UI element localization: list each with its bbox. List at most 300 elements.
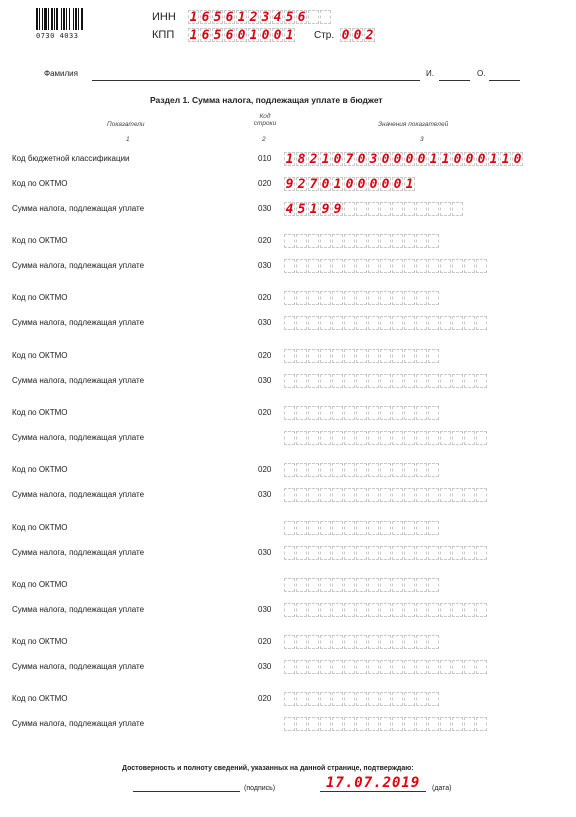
kpp-cell[interactable]: [260, 28, 271, 42]
block-1-sum-cell[interactable]: [476, 316, 487, 330]
row-0-cell[interactable]: [392, 152, 403, 166]
block-5-oktmo-cell[interactable]: [368, 521, 379, 535]
block-6-oktmo-cell[interactable]: [344, 578, 355, 592]
row-0-cell[interactable]: [476, 152, 487, 166]
block-1-sum-cell[interactable]: [356, 316, 367, 330]
block-3-oktmo-cell[interactable]: [380, 406, 391, 420]
block-6-oktmo-cell[interactable]: [380, 578, 391, 592]
row-2-cell[interactable]: [404, 202, 415, 216]
block-7-oktmo-cell[interactable]: [332, 635, 343, 649]
block-1-sum-cell[interactable]: [344, 316, 355, 330]
inn-cell[interactable]: [200, 10, 211, 24]
row-1-cell[interactable]: [344, 177, 355, 191]
row-0-cell[interactable]: [440, 152, 451, 166]
block-2-sum-cell[interactable]: [428, 374, 439, 388]
block-1-sum-cell[interactable]: [392, 316, 403, 330]
row-0-cell[interactable]: [500, 152, 511, 166]
block-4-sum-cell[interactable]: [356, 488, 367, 502]
block-0-sum-cell[interactable]: [356, 259, 367, 273]
block-4-oktmo-cell[interactable]: [308, 463, 319, 477]
block-4-oktmo-cell[interactable]: [356, 463, 367, 477]
block-5-sum-cell[interactable]: [380, 546, 391, 560]
block-5-sum-cell[interactable]: [320, 546, 331, 560]
block-1-sum-cell[interactable]: [440, 316, 451, 330]
block-2-oktmo-cell[interactable]: [428, 349, 439, 363]
block-6-sum-cell[interactable]: [380, 603, 391, 617]
row-1-cell[interactable]: [380, 177, 391, 191]
row-2-cell[interactable]: [416, 202, 427, 216]
row-0-cell[interactable]: [332, 152, 343, 166]
block-6-sum-cell[interactable]: [452, 603, 463, 617]
block-3-oktmo-cell[interactable]: [308, 406, 319, 420]
row-1-cell[interactable]: [356, 177, 367, 191]
block-3-oktmo-cell[interactable]: [344, 406, 355, 420]
row-2-cell[interactable]: [428, 202, 439, 216]
block-7-oktmo-cell[interactable]: [416, 635, 427, 649]
block-7-sum-cell[interactable]: [380, 660, 391, 674]
block-7-oktmo-cells[interactable]: [284, 635, 440, 649]
block-4-oktmo-cell[interactable]: [344, 463, 355, 477]
block-4-oktmo-cell[interactable]: [320, 463, 331, 477]
block-4-sum-cell[interactable]: [452, 488, 463, 502]
block-4-sum-cell[interactable]: [404, 488, 415, 502]
block-4-oktmo-cells[interactable]: [284, 463, 440, 477]
block-7-oktmo-cell[interactable]: [380, 635, 391, 649]
row-2-cell[interactable]: [284, 202, 295, 216]
block-2-oktmo-cell[interactable]: [380, 349, 391, 363]
block-3-sum-cell[interactable]: [344, 431, 355, 445]
block-6-sum-cell[interactable]: [284, 603, 295, 617]
inn-cell[interactable]: [212, 10, 223, 24]
kpp-cell[interactable]: [212, 28, 223, 42]
block-0-sum-cell[interactable]: [332, 259, 343, 273]
block-4-oktmo-cell[interactable]: [332, 463, 343, 477]
block-1-sum-cell[interactable]: [428, 316, 439, 330]
block-5-sum-cell[interactable]: [308, 546, 319, 560]
block-7-oktmo-cell[interactable]: [284, 635, 295, 649]
block-0-oktmo-cell[interactable]: [332, 234, 343, 248]
row-0-cell[interactable]: [488, 152, 499, 166]
block-7-sum-cell[interactable]: [440, 660, 451, 674]
row-2-cell[interactable]: [296, 202, 307, 216]
row-0-cell[interactable]: [464, 152, 475, 166]
block-3-sum-cell[interactable]: [284, 431, 295, 445]
block-4-sum-cell[interactable]: [332, 488, 343, 502]
block-7-sum-cell[interactable]: [308, 660, 319, 674]
block-1-sum-cell[interactable]: [404, 316, 415, 330]
block-2-sum-cell[interactable]: [404, 374, 415, 388]
block-6-sum-cell[interactable]: [392, 603, 403, 617]
block-4-oktmo-cell[interactable]: [404, 463, 415, 477]
block-6-oktmo-cell[interactable]: [356, 578, 367, 592]
block-7-oktmo-cell[interactable]: [404, 635, 415, 649]
block-4-oktmo-cell[interactable]: [380, 463, 391, 477]
inn-cell[interactable]: [284, 10, 295, 24]
row-0-cell[interactable]: [428, 152, 439, 166]
inn-cell[interactable]: [320, 10, 331, 24]
block-0-oktmo-cell[interactable]: [308, 234, 319, 248]
block-8-oktmo-cell[interactable]: [392, 692, 403, 706]
block-6-sum-cell[interactable]: [404, 603, 415, 617]
block-0-oktmo-cell[interactable]: [356, 234, 367, 248]
block-6-oktmo-cell[interactable]: [320, 578, 331, 592]
block-2-sum-cell[interactable]: [452, 374, 463, 388]
block-5-sum-cell[interactable]: [416, 546, 427, 560]
block-0-sum-cell[interactable]: [320, 259, 331, 273]
block-1-oktmo-cell[interactable]: [320, 291, 331, 305]
row-0-cell[interactable]: [380, 152, 391, 166]
row-2-cell[interactable]: [320, 202, 331, 216]
block-3-sum-cell[interactable]: [356, 431, 367, 445]
signature-line[interactable]: [133, 791, 240, 792]
block-4-oktmo-cell[interactable]: [368, 463, 379, 477]
row-0-cell[interactable]: [452, 152, 463, 166]
block-7-oktmo-cell[interactable]: [392, 635, 403, 649]
block-1-oktmo-cell[interactable]: [392, 291, 403, 305]
block-3-sum-cell[interactable]: [320, 431, 331, 445]
block-8-sum-cell[interactable]: [356, 717, 367, 731]
block-5-sum-cell[interactable]: [404, 546, 415, 560]
block-7-sum-cell[interactable]: [452, 660, 463, 674]
block-7-sum-cell[interactable]: [416, 660, 427, 674]
block-6-oktmo-cells[interactable]: [284, 578, 440, 592]
block-7-sum-cell[interactable]: [344, 660, 355, 674]
block-4-oktmo-cell[interactable]: [284, 463, 295, 477]
block-8-oktmo-cell[interactable]: [368, 692, 379, 706]
block-1-oktmo-cell[interactable]: [428, 291, 439, 305]
block-7-sum-cell[interactable]: [428, 660, 439, 674]
block-3-sum-cell[interactable]: [380, 431, 391, 445]
block-8-sum-cell[interactable]: [428, 717, 439, 731]
block-0-sum-cell[interactable]: [428, 259, 439, 273]
row-0-cell[interactable]: [368, 152, 379, 166]
block-0-sum-cell[interactable]: [380, 259, 391, 273]
block-1-sum-cell[interactable]: [296, 316, 307, 330]
block-4-sum-cell[interactable]: [380, 488, 391, 502]
block-8-oktmo-cell[interactable]: [308, 692, 319, 706]
block-0-oktmo-cell[interactable]: [416, 234, 427, 248]
block-1-oktmo-cell[interactable]: [296, 291, 307, 305]
block-4-sum-cell[interactable]: [392, 488, 403, 502]
block-1-sum-cell[interactable]: [464, 316, 475, 330]
block-4-oktmo-cell[interactable]: [296, 463, 307, 477]
block-3-oktmo-cell[interactable]: [392, 406, 403, 420]
block-2-sum-cell[interactable]: [464, 374, 475, 388]
block-2-sum-cell[interactable]: [440, 374, 451, 388]
block-4-oktmo-cell[interactable]: [392, 463, 403, 477]
block-1-oktmo-cell[interactable]: [308, 291, 319, 305]
block-5-oktmo-cell[interactable]: [344, 521, 355, 535]
block-0-oktmo-cell[interactable]: [284, 234, 295, 248]
block-2-oktmo-cell[interactable]: [416, 349, 427, 363]
kpp-cell[interactable]: [200, 28, 211, 42]
block-4-sum-cell[interactable]: [296, 488, 307, 502]
block-8-oktmo-cell[interactable]: [344, 692, 355, 706]
block-7-oktmo-cell[interactable]: [356, 635, 367, 649]
block-5-oktmo-cell[interactable]: [392, 521, 403, 535]
block-8-sum-cell[interactable]: [392, 717, 403, 731]
block-0-sum-cell[interactable]: [308, 259, 319, 273]
block-6-sum-cell[interactable]: [428, 603, 439, 617]
row-0-cell[interactable]: [320, 152, 331, 166]
block-6-sum-cell[interactable]: [296, 603, 307, 617]
block-7-sum-cell[interactable]: [296, 660, 307, 674]
block-2-sum-cell[interactable]: [368, 374, 379, 388]
block-1-sum-cell[interactable]: [452, 316, 463, 330]
block-2-oktmo-cell[interactable]: [404, 349, 415, 363]
block-0-sum-cells[interactable]: [284, 259, 488, 273]
row-0-cell[interactable]: [284, 152, 295, 166]
block-6-sum-cell[interactable]: [332, 603, 343, 617]
block-2-oktmo-cell[interactable]: [320, 349, 331, 363]
block-8-sum-cell[interactable]: [404, 717, 415, 731]
block-8-oktmo-cell[interactable]: [284, 692, 295, 706]
inn-cell[interactable]: [308, 10, 319, 24]
row-2-cell[interactable]: [308, 202, 319, 216]
block-1-sum-cell[interactable]: [416, 316, 427, 330]
block-3-sum-cell[interactable]: [296, 431, 307, 445]
block-8-oktmo-cell[interactable]: [356, 692, 367, 706]
block-3-sum-cell[interactable]: [476, 431, 487, 445]
block-6-sum-cell[interactable]: [368, 603, 379, 617]
inn-cell[interactable]: [248, 10, 259, 24]
inn-cell[interactable]: [224, 10, 235, 24]
block-2-oktmo-cell[interactable]: [392, 349, 403, 363]
block-8-oktmo-cell[interactable]: [296, 692, 307, 706]
block-7-sum-cell[interactable]: [392, 660, 403, 674]
block-1-sum-cell[interactable]: [380, 316, 391, 330]
block-1-oktmo-cell[interactable]: [332, 291, 343, 305]
inn-cell[interactable]: [236, 10, 247, 24]
block-3-sum-cells[interactable]: [284, 431, 488, 445]
block-7-sum-cell[interactable]: [404, 660, 415, 674]
block-5-sum-cell[interactable]: [452, 546, 463, 560]
block-8-oktmo-cell[interactable]: [428, 692, 439, 706]
block-5-oktmo-cell[interactable]: [332, 521, 343, 535]
row-1-cell[interactable]: [392, 177, 403, 191]
inn-cell[interactable]: [296, 10, 307, 24]
kpp-cell[interactable]: [272, 28, 283, 42]
block-1-sum-cell[interactable]: [320, 316, 331, 330]
block-3-oktmo-cell[interactable]: [404, 406, 415, 420]
block-8-sum-cell[interactable]: [320, 717, 331, 731]
block-2-oktmo-cell[interactable]: [332, 349, 343, 363]
block-1-sum-cells[interactable]: [284, 316, 488, 330]
block-0-sum-cell[interactable]: [344, 259, 355, 273]
row-1-cell[interactable]: [320, 177, 331, 191]
block-8-sum-cells[interactable]: [284, 717, 488, 731]
block-6-oktmo-cell[interactable]: [308, 578, 319, 592]
block-0-sum-cell[interactable]: [296, 259, 307, 273]
inn-cell[interactable]: [272, 10, 283, 24]
block-3-oktmo-cells[interactable]: [284, 406, 440, 420]
row-0-cell[interactable]: [512, 152, 523, 166]
block-6-sum-cell[interactable]: [416, 603, 427, 617]
block-0-oktmo-cells[interactable]: [284, 234, 440, 248]
block-2-sum-cell[interactable]: [332, 374, 343, 388]
block-0-sum-cell[interactable]: [284, 259, 295, 273]
row-0-cell[interactable]: [356, 152, 367, 166]
page-cell[interactable]: [352, 28, 363, 42]
block-8-oktmo-cell[interactable]: [416, 692, 427, 706]
row-2-cell[interactable]: [368, 202, 379, 216]
block-2-sum-cell[interactable]: [392, 374, 403, 388]
block-4-sum-cell[interactable]: [284, 488, 295, 502]
block-3-oktmo-cell[interactable]: [296, 406, 307, 420]
block-8-sum-cell[interactable]: [368, 717, 379, 731]
block-1-oktmo-cell[interactable]: [404, 291, 415, 305]
block-6-oktmo-cell[interactable]: [332, 578, 343, 592]
row-2-cells[interactable]: [284, 202, 464, 216]
block-5-oktmo-cell[interactable]: [416, 521, 427, 535]
initial-o-line[interactable]: [489, 79, 520, 81]
block-0-sum-cell[interactable]: [440, 259, 451, 273]
block-5-oktmo-cell[interactable]: [404, 521, 415, 535]
kpp-cell[interactable]: [248, 28, 259, 42]
block-1-oktmo-cell[interactable]: [368, 291, 379, 305]
block-8-oktmo-cell[interactable]: [332, 692, 343, 706]
block-6-oktmo-cell[interactable]: [404, 578, 415, 592]
block-5-sum-cell[interactable]: [392, 546, 403, 560]
block-0-oktmo-cell[interactable]: [404, 234, 415, 248]
block-0-sum-cell[interactable]: [416, 259, 427, 273]
block-2-sum-cell[interactable]: [380, 374, 391, 388]
block-4-sum-cell[interactable]: [308, 488, 319, 502]
block-6-oktmo-cell[interactable]: [416, 578, 427, 592]
block-5-sum-cells[interactable]: [284, 546, 488, 560]
block-2-oktmo-cell[interactable]: [284, 349, 295, 363]
block-8-sum-cell[interactable]: [440, 717, 451, 731]
block-6-sum-cell[interactable]: [320, 603, 331, 617]
row-0-cell[interactable]: [404, 152, 415, 166]
block-1-oktmo-cell[interactable]: [416, 291, 427, 305]
row-1-cells[interactable]: [284, 177, 416, 191]
block-0-oktmo-cell[interactable]: [428, 234, 439, 248]
block-7-oktmo-cell[interactable]: [320, 635, 331, 649]
block-4-sum-cell[interactable]: [320, 488, 331, 502]
block-3-oktmo-cell[interactable]: [356, 406, 367, 420]
block-5-sum-cell[interactable]: [464, 546, 475, 560]
block-1-sum-cell[interactable]: [284, 316, 295, 330]
block-3-oktmo-cell[interactable]: [416, 406, 427, 420]
block-3-sum-cell[interactable]: [428, 431, 439, 445]
row-2-cell[interactable]: [452, 202, 463, 216]
inn-cells[interactable]: [188, 10, 332, 24]
block-7-sum-cell[interactable]: [464, 660, 475, 674]
block-0-sum-cell[interactable]: [476, 259, 487, 273]
block-1-sum-cell[interactable]: [332, 316, 343, 330]
row-0-cell[interactable]: [308, 152, 319, 166]
block-3-sum-cell[interactable]: [416, 431, 427, 445]
block-3-oktmo-cell[interactable]: [284, 406, 295, 420]
row-1-cell[interactable]: [284, 177, 295, 191]
block-0-sum-cell[interactable]: [452, 259, 463, 273]
row-1-cell[interactable]: [296, 177, 307, 191]
block-4-sum-cells[interactable]: [284, 488, 488, 502]
block-8-sum-cell[interactable]: [344, 717, 355, 731]
block-5-sum-cell[interactable]: [440, 546, 451, 560]
block-0-oktmo-cell[interactable]: [344, 234, 355, 248]
block-0-sum-cell[interactable]: [392, 259, 403, 273]
row-2-cell[interactable]: [344, 202, 355, 216]
block-7-oktmo-cell[interactable]: [308, 635, 319, 649]
block-8-sum-cell[interactable]: [464, 717, 475, 731]
block-8-oktmo-cell[interactable]: [320, 692, 331, 706]
date-line[interactable]: [320, 791, 426, 792]
row-1-cell[interactable]: [368, 177, 379, 191]
block-2-sum-cell[interactable]: [284, 374, 295, 388]
block-2-sum-cell[interactable]: [296, 374, 307, 388]
block-3-sum-cell[interactable]: [308, 431, 319, 445]
block-2-sum-cell[interactable]: [320, 374, 331, 388]
block-2-sum-cells[interactable]: [284, 374, 488, 388]
block-7-oktmo-cell[interactable]: [296, 635, 307, 649]
block-2-sum-cell[interactable]: [356, 374, 367, 388]
block-2-sum-cell[interactable]: [476, 374, 487, 388]
block-1-oktmo-cell[interactable]: [344, 291, 355, 305]
kpp-cell[interactable]: [284, 28, 295, 42]
block-4-oktmo-cell[interactable]: [428, 463, 439, 477]
block-6-oktmo-cell[interactable]: [296, 578, 307, 592]
block-6-oktmo-cell[interactable]: [368, 578, 379, 592]
block-7-sum-cell[interactable]: [476, 660, 487, 674]
block-0-oktmo-cell[interactable]: [368, 234, 379, 248]
block-1-oktmo-cell[interactable]: [356, 291, 367, 305]
block-4-sum-cell[interactable]: [440, 488, 451, 502]
initial-i-line[interactable]: [439, 79, 470, 81]
block-8-sum-cell[interactable]: [416, 717, 427, 731]
block-4-sum-cell[interactable]: [476, 488, 487, 502]
block-6-sum-cell[interactable]: [356, 603, 367, 617]
block-6-sum-cell[interactable]: [440, 603, 451, 617]
block-6-sum-cell[interactable]: [344, 603, 355, 617]
block-5-oktmo-cells[interactable]: [284, 521, 440, 535]
block-4-oktmo-cell[interactable]: [416, 463, 427, 477]
block-7-sum-cell[interactable]: [284, 660, 295, 674]
block-2-sum-cell[interactable]: [416, 374, 427, 388]
block-5-oktmo-cell[interactable]: [356, 521, 367, 535]
row-2-cell[interactable]: [332, 202, 343, 216]
block-4-sum-cell[interactable]: [368, 488, 379, 502]
block-5-sum-cell[interactable]: [344, 546, 355, 560]
block-5-oktmo-cell[interactable]: [428, 521, 439, 535]
block-7-sum-cell[interactable]: [332, 660, 343, 674]
block-6-sum-cell[interactable]: [308, 603, 319, 617]
block-8-sum-cell[interactable]: [284, 717, 295, 731]
block-6-sum-cells[interactable]: [284, 603, 488, 617]
block-2-oktmo-cells[interactable]: [284, 349, 440, 363]
row-0-cell[interactable]: [344, 152, 355, 166]
block-2-oktmo-cell[interactable]: [308, 349, 319, 363]
block-2-oktmo-cell[interactable]: [368, 349, 379, 363]
inn-cell[interactable]: [260, 10, 271, 24]
block-8-sum-cell[interactable]: [380, 717, 391, 731]
block-5-oktmo-cell[interactable]: [284, 521, 295, 535]
block-2-sum-cell[interactable]: [308, 374, 319, 388]
block-6-sum-cell[interactable]: [476, 603, 487, 617]
block-6-oktmo-cell[interactable]: [284, 578, 295, 592]
block-3-sum-cell[interactable]: [440, 431, 451, 445]
block-7-sum-cells[interactable]: [284, 660, 488, 674]
block-1-oktmo-cell[interactable]: [284, 291, 295, 305]
block-3-sum-cell[interactable]: [392, 431, 403, 445]
block-0-oktmo-cell[interactable]: [392, 234, 403, 248]
block-5-sum-cell[interactable]: [332, 546, 343, 560]
block-1-sum-cell[interactable]: [308, 316, 319, 330]
row-1-cell[interactable]: [308, 177, 319, 191]
inn-cell[interactable]: [188, 10, 199, 24]
block-8-sum-cell[interactable]: [476, 717, 487, 731]
